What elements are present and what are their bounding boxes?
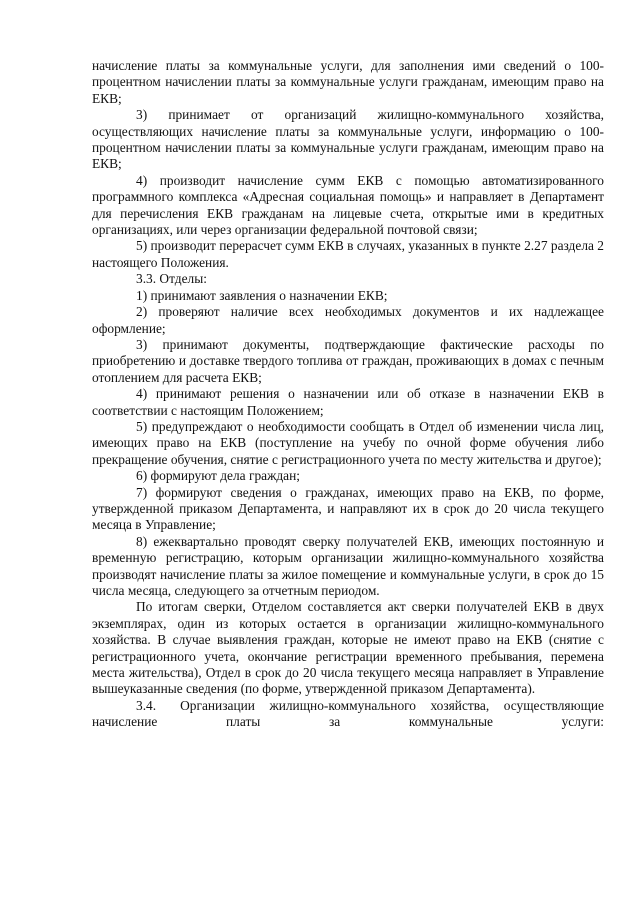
paragraph-1: начисление платы за коммунальные услуги, для заполнения ими сведений о 100-процентном начислении платы за коммунальные услуги гражданам, имеющим право на ЕКВ; bbox=[92, 58, 604, 106]
paragraph-reconciliation: По итогам сверки, Отделом составляется акт сверки получателей ЕКВ в двух экземплярах, один из которых остается в организации жилищно-коммунального хозяйства. В случае выявления граждан, которые не имеют право на ЕКВ (снятие с регистрационного учета, окончание регистрации временного пребывания, перемена места жительства), Отдел в срок до 20 числа текущего месяца направляет в Управление вышеуказанные сведения (по форме, утвержденной приказом Департамента). bbox=[92, 599, 604, 697]
section-3-4 bbox=[92, 698, 604, 731]
paragraph-3-3-item-7: 7) формируют сведения о гражданах, имеющих право на ЕКВ, по форме, утвержденной приказом Департамента, и направляют их в срок до 20 числа текущего месяца в Управление; bbox=[92, 484, 604, 533]
paragraph-3-3-item-3: 3) принимают документы, подтверждающие фактические расходы по приобретению и доставке твердого топлива от граждан, проживающих в домах с печным отоплением для расчета ЕКВ; bbox=[92, 336, 604, 385]
paragraph-3-3-item-8: 8) ежеквартально проводят сверку получателей ЕКВ, имеющих постоянную и временную регистрацию, которым организации жилищно-коммунального хозяйства производят начисление платы за жилое помещение и коммунальные услуги, в срок до 15 числа месяца, следующего за отчетным периодом. bbox=[92, 533, 604, 598]
paragraph-3-3-item-4: 4) принимают решения о назначении или об отказе в назначении ЕКВ в соответствии с настоящим Положением; bbox=[92, 386, 604, 418]
paragraph-3-3-item-6: 6) формируют дела граждан; bbox=[136, 468, 301, 484]
paragraph-3-3-item-5: 5) предупреждают о необходимости сообщать в Отдел об изменении числа лиц, имеющих право на ЕКВ (поступление на учебу по очной форме обучения либо прекращение обучения, снятие с регистрационного учета по месту жительства и другое); bbox=[92, 418, 604, 467]
paragraph-item-4: 4) производит начисление сумм ЕКВ с помощью автоматизированного программного комплекса «Адресная социальная помощь» и направляет в Департамент для перечисления ЕКВ гражданам на лицевые счета, открытые ими в кредитных организациях, или через организации федеральной почтовой связи; bbox=[92, 172, 604, 238]
paragraph-3-3-item-2: 2) проверяют наличие всех необходимых документов и их надлежащее оформление; bbox=[92, 304, 604, 336]
paragraph-item-3: 3) принимает от организаций жилищно-коммунального хозяйства, осуществляющих начисление платы за коммунальные услуги, информацию о 100-процентном начислении платы за коммунальные услуги гражданам, имеющим право на ЕКВ; bbox=[92, 107, 604, 172]
section-3-4-number: 3.4. bbox=[136, 697, 157, 713]
section-3-3-heading: 3.3. Отделы: bbox=[136, 271, 207, 287]
paragraph-item-5: 5) производит перерасчет сумм ЕКВ в случаях, указанных в пункте 2.27 раздела 2 настоящего Положения. bbox=[92, 238, 604, 270]
document-page bbox=[92, 58, 604, 731]
paragraph-3-3-item-1: 1) принимают заявления о назначении ЕКВ; bbox=[136, 287, 388, 303]
section-3-4-text: Организации жилищно-коммунального хозяйства, осуществляющие начисление платы за коммунальные услуги: bbox=[92, 697, 604, 730]
